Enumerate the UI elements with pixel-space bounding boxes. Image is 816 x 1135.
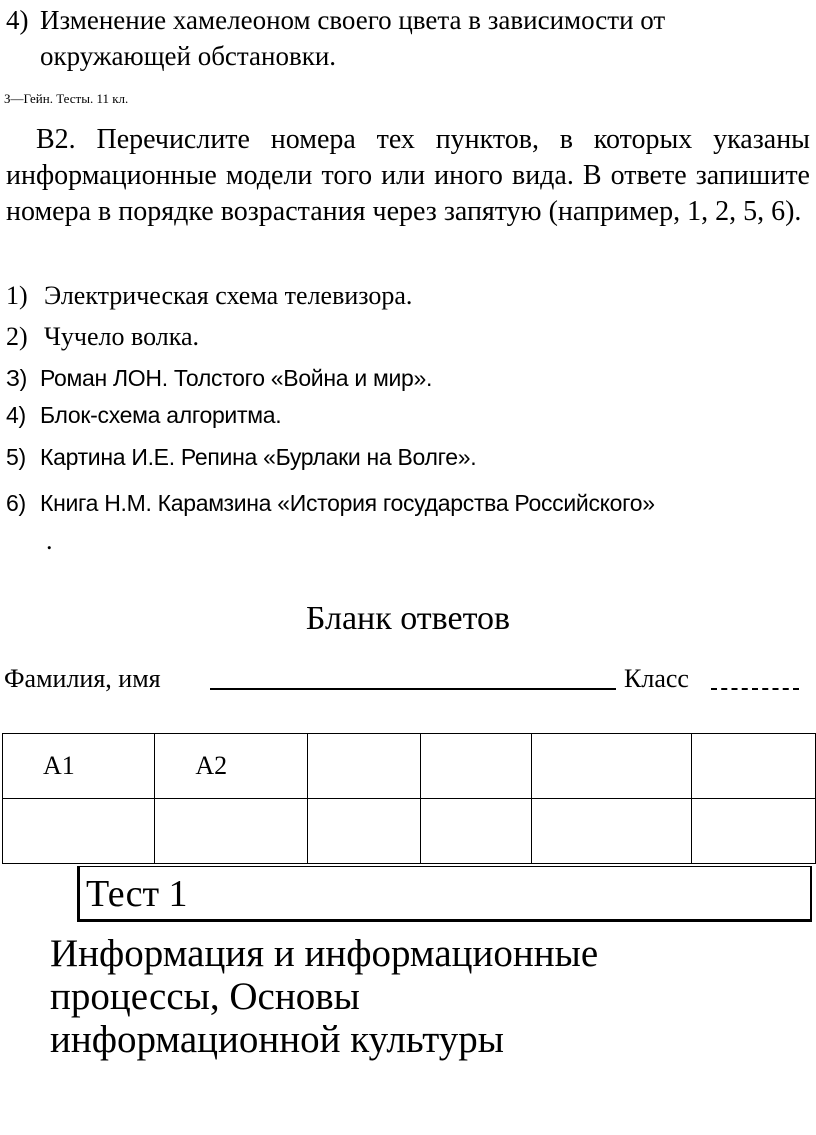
list-item-number: З)	[6, 365, 27, 391]
answer-cell[interactable]	[307, 799, 420, 864]
answer-cell[interactable]	[420, 799, 531, 864]
table-header-cell	[420, 734, 531, 799]
topic-title	[50, 932, 770, 1061]
list-item-text: Электрическая схема телевизора.	[44, 281, 413, 310]
answer-cell[interactable]	[155, 799, 307, 864]
name-blank-field[interactable]	[210, 688, 616, 690]
topic-title-line: информационной культуры	[50, 1018, 504, 1061]
running-head: З—Гейн. Тесты. 11 кл.	[4, 91, 129, 106]
list-item-continuation: .	[46, 526, 53, 555]
list-item	[6, 398, 281, 432]
name-label: Фамилия, имя	[4, 664, 161, 693]
answer-cell[interactable]	[3, 799, 155, 864]
table-header-cell: А1	[3, 734, 155, 799]
table-header-cell	[692, 734, 816, 799]
list-item	[6, 440, 476, 474]
list-item-number: 4)	[6, 402, 26, 428]
list-item-text: Чучело волка.	[44, 322, 199, 351]
topic-title-line: Информация и информационные	[50, 932, 599, 975]
answer-table	[2, 733, 816, 864]
list-item	[6, 361, 432, 395]
list-item-number: 6)	[6, 490, 26, 516]
table-row-answers	[3, 799, 816, 864]
answer-cell[interactable]	[531, 799, 692, 864]
list-item-number: 2)	[6, 322, 28, 351]
list-item-text: Изменение хамелеоном своего цвета в зависимости от окружающей обстановки.	[40, 5, 666, 71]
list-item	[6, 279, 412, 313]
list-item	[6, 486, 655, 520]
question-b2: В2. Перечислите номера тех пунктов, в которых указаны информационные модели того или иного вида. В ответе запишите номера в порядке возрастания через запятую (например, 1, 2, 5, 6).	[6, 124, 810, 227]
list-item-number: 4)	[6, 5, 29, 35]
answer-sheet-title-text: Бланк ответов	[305, 600, 511, 637]
table-header-cell	[307, 734, 420, 799]
list-item-number: 5)	[6, 444, 26, 470]
class-label: Класс	[624, 664, 689, 693]
list-item-text: Блок-схема алгоритма.	[40, 402, 282, 428]
topic-title-line: процессы, Основы	[50, 975, 360, 1018]
table-header-cell	[531, 734, 692, 799]
list-item-text: Картина И.Е. Репина «Бурлаки на Волге».	[40, 444, 477, 470]
class-blank-field[interactable]	[711, 688, 799, 690]
list-item-text: Роман ЛОН. Толстого «Война и мир».	[40, 365, 433, 391]
table-header-cell: А2	[155, 734, 307, 799]
test-label: Тест 1	[86, 873, 188, 915]
list-item-number: 1)	[6, 281, 28, 310]
test-label-box	[77, 866, 812, 922]
list-item	[6, 320, 199, 354]
answer-sheet-title	[0, 597, 816, 641]
answer-cell[interactable]	[692, 799, 816, 864]
list-item-text: Книга Н.М. Карамзина «История государства Российского»	[40, 490, 655, 516]
table-row-headers	[3, 734, 816, 799]
